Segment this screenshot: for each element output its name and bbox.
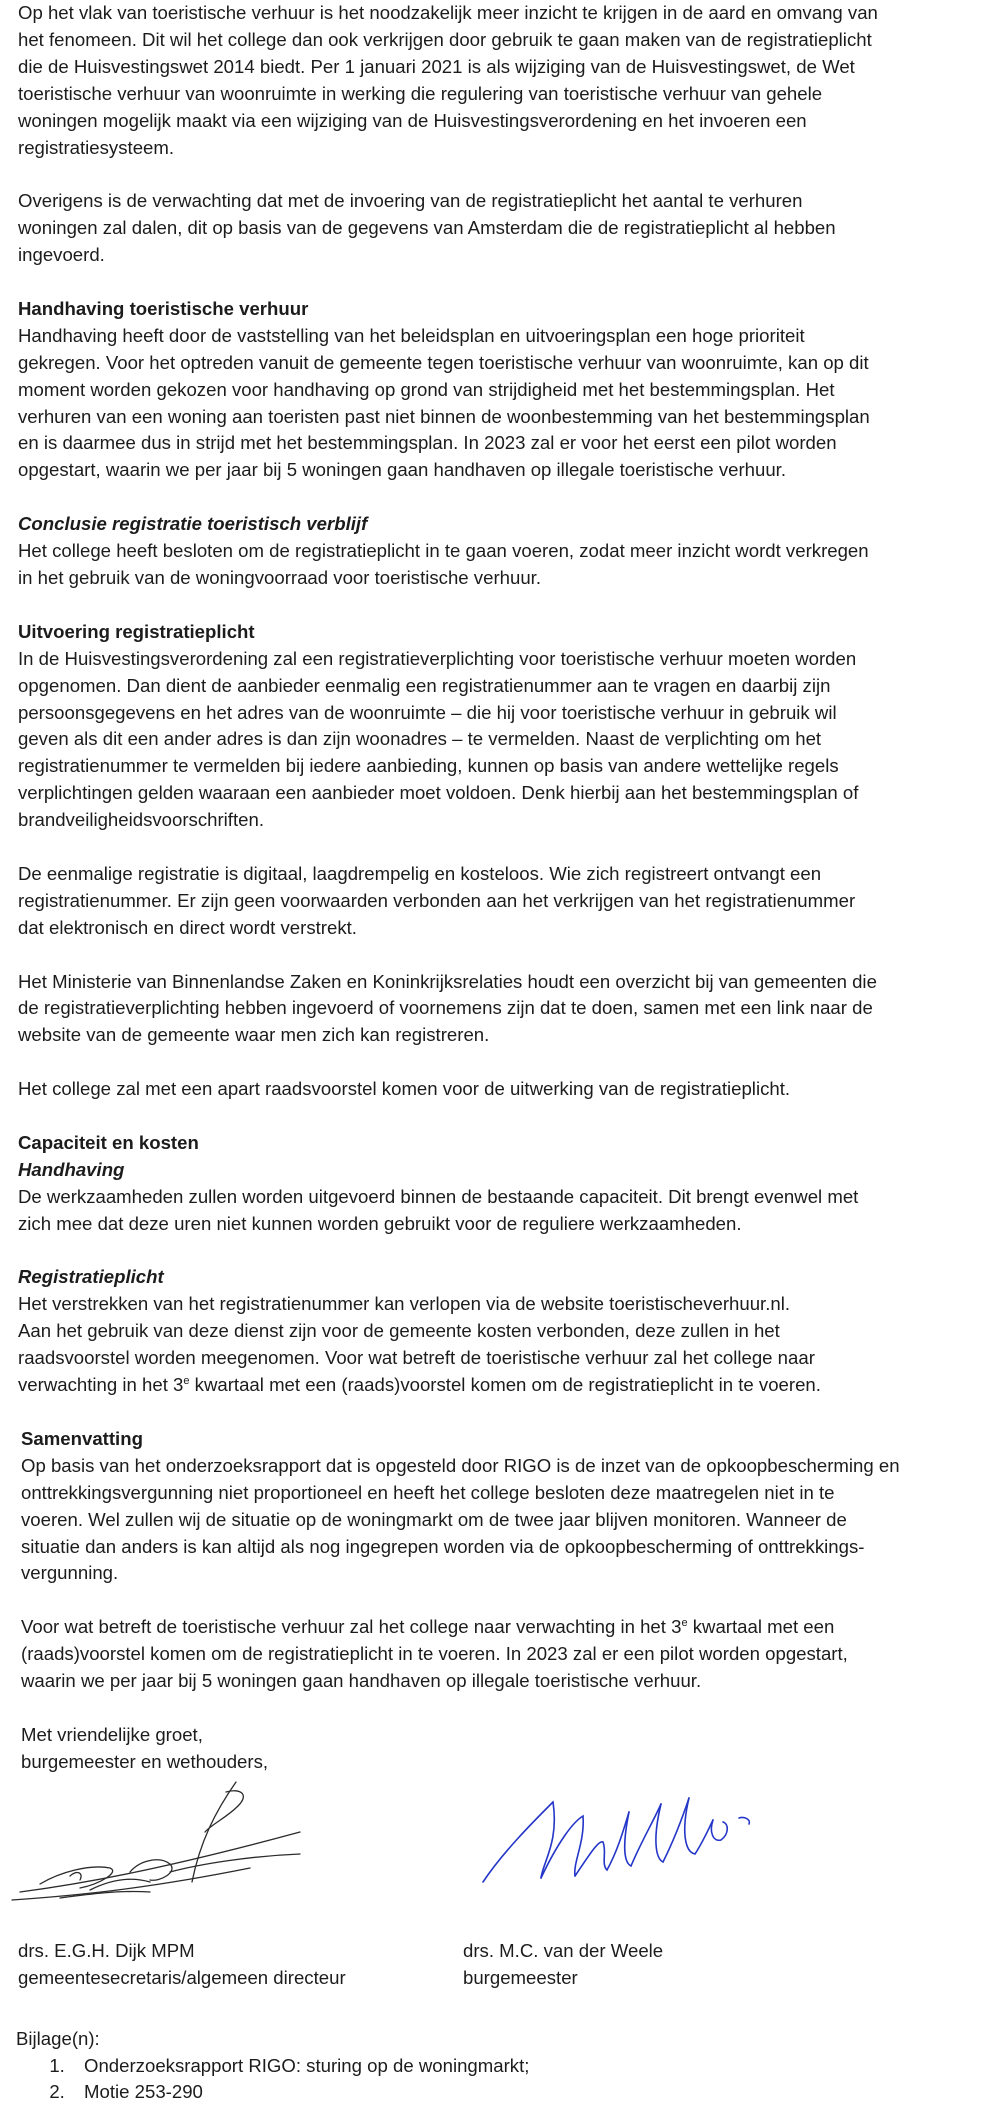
text-line: in het gebruik van de woningvoorraad voor toeristische verhuur. bbox=[18, 566, 541, 588]
text-line: en is daarmee dus in strijd met het bestemmingsplan. In 2023 zal er voor het eerst een pilot worden bbox=[18, 432, 837, 454]
text-line: persoonsgegevens en het adres van de woonruimte – die hij voor toeristische verhuur in gebruik wil bbox=[18, 701, 837, 723]
closing-greeting: Met vriendelijke groet, bbox=[21, 1723, 203, 1745]
conclusie-paragraph bbox=[18, 538, 970, 592]
text-line: woningen mogelijk maakt via een wijziging van de Huisvestingsverordening en het invoeren een bbox=[18, 109, 807, 131]
signer-left-title: gemeentesecretaris/algemeen directeur bbox=[18, 1966, 346, 1988]
text-line: onttrekkingsvergunning niet proportioneel en heeft het college besloten deze maatregelen niet in te bbox=[21, 1481, 835, 1503]
section-heading-handhaving: Handhaving toeristische verhuur bbox=[18, 297, 309, 319]
text-line: raadsvoorstel worden meegenomen. Voor wat betreft de toeristische verhuur zal het college naar bbox=[18, 1347, 815, 1369]
uitvoering-paragraph bbox=[18, 646, 970, 834]
section-heading-uitvoering: Uitvoering registratieplicht bbox=[18, 620, 255, 642]
attachments bbox=[16, 2026, 970, 2106]
text-line: De eenmalige registratie is digitaal, laagdrempelig en kosteloos. Wie zich registreert ontvangt een bbox=[18, 862, 822, 884]
text-line: Op het vlak van toeristische verhuur is het noodzakelijk meer inzicht te krijgen in de aard en omvang van bbox=[18, 2, 878, 23]
text-line: website van de gemeente waar men zich kan registreren. bbox=[18, 1024, 490, 1046]
text-line: registratienummer. Er zijn geen voorwaarden verbonden aan het verkrijgen van het registratienummer bbox=[18, 889, 856, 911]
text-line: Het college heeft besloten om de registratieplicht in te gaan voeren, zodat meer inzicht wordt verkregen bbox=[18, 540, 869, 562]
attachments-list bbox=[16, 2053, 970, 2106]
text-line: opgestart, waarin we per jaar bij 5 woningen gaan handhaven op illegale toeristische verhuur. bbox=[18, 459, 786, 481]
text-line: Het Ministerie van Binnenlandse Zaken en Koninkrijksrelaties houdt een overzicht bij van gemeenten die bbox=[18, 970, 877, 992]
uitvoering-paragraph-3 bbox=[18, 969, 970, 1050]
text-line: verhuren van een woning aan toeristen past niet binnen de woonbestemming van het bestemmingsplan bbox=[18, 405, 870, 427]
signer-right bbox=[463, 1938, 663, 1992]
signature-left-image bbox=[0, 1772, 340, 1922]
text-line: Het verstrekken van het registratienummer kan verlopen via de website toeristischeverhuur.nl. bbox=[18, 1293, 791, 1315]
capaciteit-registratie-paragraph bbox=[18, 1291, 970, 1399]
text-line: De werkzaamheden zullen worden uitgevoerd binnen de bestaande capaciteit. Dit brengt evenwel met bbox=[18, 1185, 859, 1207]
section-heading-samenvatting: Samenvatting bbox=[21, 1427, 143, 1449]
attachment-item: 1. Onderzoeksrapport RIGO: sturing op de woningmarkt; bbox=[70, 2053, 970, 2080]
text-line: moment worden gekozen voor handhaving op grond van strijdigheid met het bestemmingsplan. Het bbox=[18, 378, 835, 400]
capaciteit-handhaving-paragraph bbox=[18, 1184, 970, 1238]
handhaving-paragraph bbox=[18, 323, 970, 484]
text-line: die de Huisvestingswet 2014 biedt. Per 1 januari 2021 is als wijziging van de Huisvestingswet, de Wet bbox=[18, 55, 855, 77]
uitvoering-paragraph-2 bbox=[18, 861, 970, 942]
text-line: registratiesysteem. bbox=[18, 136, 175, 158]
text-line: dat elektronisch en direct wordt verstrekt. bbox=[18, 916, 357, 938]
text-line: Overigens is de verwachting dat met de invoering van de registratieplicht het aantal te verhuren bbox=[18, 190, 803, 212]
signature-right-image bbox=[473, 1782, 843, 1892]
samenvatting-section bbox=[18, 1426, 970, 1776]
text-line: vergunning. bbox=[21, 1562, 119, 1584]
attachment-item: 2. Motie 253-290 bbox=[70, 2079, 970, 2106]
intro-paragraph bbox=[18, 0, 970, 161]
section-heading-capaciteit: Capaciteit en kosten bbox=[18, 1131, 199, 1153]
signer-left-name: drs. E.G.H. Dijk MPM bbox=[18, 1939, 195, 1961]
section-heading-conclusie: Conclusie registratie toeristisch verblijf bbox=[18, 513, 368, 535]
text-line: Aan het gebruik van deze dienst zijn voor de gemeente kosten verbonden, deze zullen in het bbox=[18, 1320, 780, 1342]
text-line: zich mee dat deze uren niet kunnen worden gebruikt voor de reguliere werkzaamheden. bbox=[18, 1212, 742, 1234]
text-line: waarin we per jaar bij 5 woningen gaan handhaven op illegale toeristische verhuur. bbox=[21, 1670, 702, 1692]
text-line: het fenomeen. Dit wil het college dan ook verkrijgen door gebruik te gaan maken van de registratieplicht bbox=[18, 28, 872, 50]
text-line: geven als dit een ander adres is dan zijn woonadres – te vermelden. Naast de verplichting om het bbox=[18, 728, 822, 750]
text-line: In de Huisvestingsverordening zal een registratieverplichting voor toeristische verhuur moeten worden bbox=[18, 647, 857, 669]
attachments-label: Bijlage(n): bbox=[16, 2027, 100, 2049]
signature-area bbox=[18, 1776, 970, 2026]
text-line: gekregen. Voor het optreden vanuit de gemeente tegen toeristische verhuur van woonruimte, kan op dit bbox=[18, 351, 869, 373]
text-line: opgenomen. Dan dient de aanbieder eenmalig een registratienummer aan te vragen en daarbij zijn bbox=[18, 674, 831, 696]
signer-right-name: drs. M.C. van der Weele bbox=[463, 1939, 664, 1961]
text-line: woningen zal dalen, dit op basis van de gegevens van Amsterdam die de registratieplicht al hebben bbox=[18, 217, 836, 239]
text-line: verplichtingen gelden waaraan een aanbieder moet voldoen. Denk hierbij aan het bestemmingsplan of bbox=[18, 782, 859, 804]
text-line: voeren. Wel zullen wij de situatie op de woningmarkt om de twee jaar blijven monitoren. Wanneer de bbox=[21, 1508, 847, 1530]
text-line: (raads)voorstel komen om de registratieplicht in te voeren. In 2023 zal er een pilot worden opgestart, bbox=[21, 1643, 848, 1665]
closing-signatory: burgemeester en wethouders, bbox=[21, 1750, 269, 1772]
text-line: brandveiligheidsvoorschriften. bbox=[18, 809, 264, 831]
uitvoering-paragraph-4: Het college zal met een apart raadsvoorstel komen voor de uitwerking van de registratieplicht. bbox=[18, 1078, 791, 1100]
text-line: ingevoerd. bbox=[18, 244, 105, 266]
document-page bbox=[18, 0, 970, 2106]
subheading-handhaving: Handhaving bbox=[18, 1158, 125, 1180]
subheading-registratieplicht: Registratieplicht bbox=[18, 1266, 164, 1288]
text-line: Handhaving heeft door de vaststelling van het beleidsplan en uitvoeringsplan een hoge prioriteit bbox=[18, 324, 805, 346]
text-line: registratienummer te vermelden bij iedere aanbieding, kunnen op basis van andere wettelijke regels bbox=[18, 755, 839, 777]
signer-left bbox=[18, 1938, 346, 1992]
intro-paragraph-2 bbox=[18, 188, 970, 269]
text-line: Op basis van het onderzoeksrapport dat is opgesteld door RIGO is de inzet van de opkoopbescherming en bbox=[21, 1454, 900, 1476]
text-line: Voor wat betreft de toeristische verhuur zal het college naar verwachting in het 3e kwartaal met een bbox=[21, 1616, 835, 1638]
text-line: situatie dan anders is kan altijd als nog ingegrepen worden via de opkoopbescherming of onttrekkings- bbox=[21, 1535, 865, 1557]
text-line: de registratieverplichting hebben ingevoerd of voornemens zijn dat te doen, samen met een link naar de bbox=[18, 997, 873, 1019]
text-line: toeristische verhuur van woonruimte in werking die regulering van toeristische verhuur van gehele bbox=[18, 82, 823, 104]
text-line: verwachting in het 3e kwartaal met een (raads)voorstel komen om de registratieplicht in te voeren. bbox=[18, 1374, 821, 1396]
signer-right-title: burgemeester bbox=[463, 1966, 578, 1988]
